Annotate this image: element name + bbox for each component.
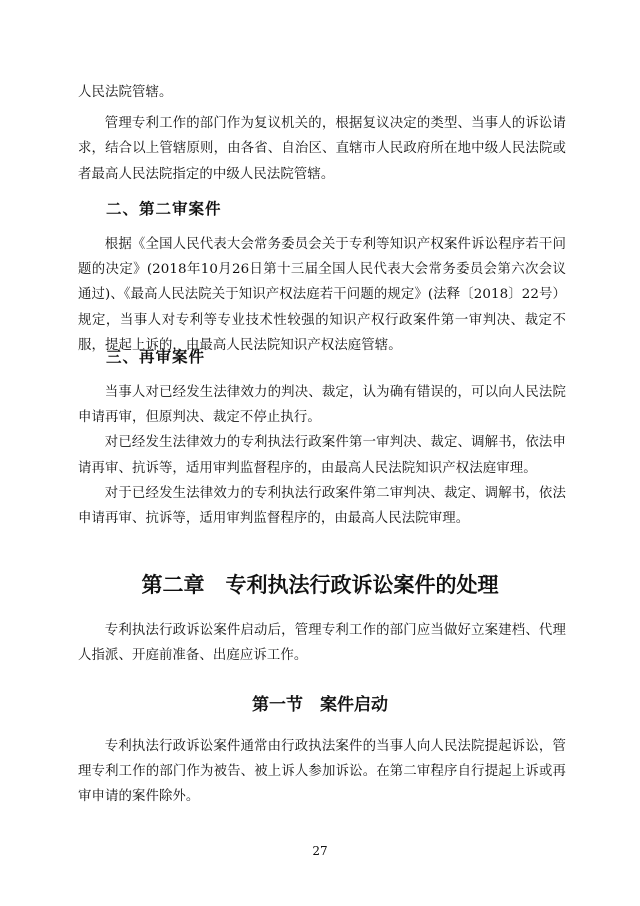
paragraph-review-authority: 管理专利工作的部门作为复议机关的，根据复议决定的类型、当事人的诉讼请求，结合以上管辖原则，由各省、自治区、直辖市人民政府所在地中级人民法院或者最高人民法院指定的中级人民法院管辖。 (78, 116, 566, 182)
chapter-title: 第二章 专利执法行政诉讼案件的处理 (141, 573, 499, 597)
paragraph-retrial-second-instance: 对于已经发生法律效力的专利执法行政案件第二审判决、裁定、调解书，依法申请再审、抗诉等，适用审判监督程序的，由最高人民法院审理。 (78, 485, 566, 527)
paragraph-block-1 (78, 80, 566, 187)
page-number: 27 (312, 844, 328, 858)
section-title: 第一节 案件启动 (252, 695, 388, 715)
heading-retrial: 三、再审案件 (106, 348, 206, 366)
paragraph-second-instance: 根据《全国人民代表大会常务委员会关于专利等知识产权案件诉讼程序若干问题的决定》(2018年10月26日第十三届全国人民代表大会常务委员会第六次会议通过)、《最高人民法院关于知识产权法庭若干问题的规定》(法释〔2018〕22号）规定，当事人对专利等专业技术性较强的知识产权行政案件第一审判决、裁定不服，提起上诉的，由最高人民法院知识产权法庭管辖。 (78, 237, 566, 353)
paragraph-chapter-intro: 专利执法行政诉讼案件启动后，管理专利工作的部门应当做好立案建档、代理人指派、开庭前准备、出庭应诉工作。 (78, 623, 566, 664)
paragraph-continuation: 人民法院管辖。 (78, 85, 173, 100)
paragraph-block-5 (78, 734, 566, 810)
heading-second-instance: 二、第二审案件 (106, 200, 222, 218)
paragraph-block-2 (78, 232, 566, 358)
paragraph-retrial-application: 当事人对已经发生法律效力的判决、裁定，认为确有错误的，可以向人民法院申请再审，但原判决、裁定不停止执行。 (78, 385, 566, 426)
paragraph-block-4 (78, 618, 566, 668)
paragraph-retrial-first-instance: 对已经发生法律效力的专利执法行政案件第一审判决、裁定、调解书，依法申请再审、抗诉等，适用审判监督程序的，由最高人民法院知识产权法庭审理。 (78, 435, 566, 476)
paragraph-block-3 (78, 380, 566, 531)
paragraph-case-initiation: 专利执法行政诉讼案件通常由行政执法案件的当事人向人民法院提起诉讼，管理专利工作的部门作为被告、被上诉人参加诉讼。在第二审程序自行提起上诉或再审申请的案件除外。 (78, 739, 566, 805)
